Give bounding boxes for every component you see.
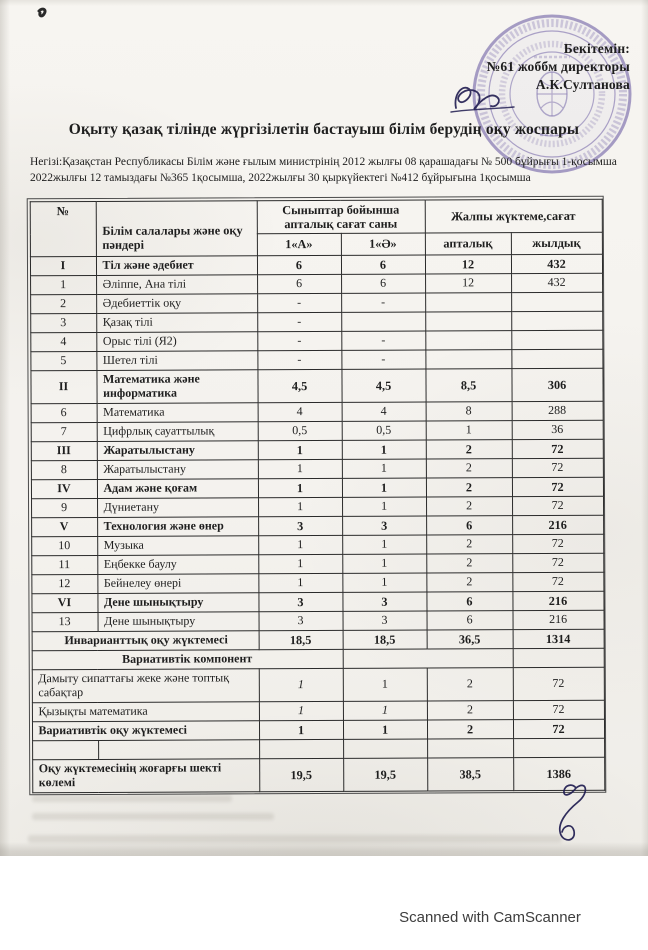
table-cell: 2 [426, 477, 512, 497]
table-cell: - [257, 293, 341, 312]
table-row [30, 311, 602, 332]
header-class-a: 1«А» [257, 233, 341, 255]
table-row [31, 439, 603, 461]
table-cell: 72 [512, 534, 603, 553]
table-cell: 72 [512, 496, 603, 515]
table-cell [343, 739, 427, 758]
table-cell [343, 649, 513, 669]
table-cell: 1 [426, 420, 512, 439]
table-cell: 10 [31, 536, 97, 555]
table-cell: 2 [426, 573, 512, 592]
table-cell: 72 [513, 667, 604, 700]
table-cell [511, 349, 602, 368]
table-cell: 2 [426, 535, 512, 554]
table-cell: 2 [426, 554, 512, 573]
table-cell: 3 [259, 611, 343, 630]
table-cell: 11 [31, 555, 97, 574]
bleedthrough-text-line [32, 795, 232, 802]
table-cell: - [257, 312, 341, 331]
table-cell: 1 [258, 440, 342, 460]
curriculum-table-wrap [27, 196, 607, 796]
table-cell [427, 739, 513, 758]
table-cell [259, 739, 343, 758]
table-cell: 1 [343, 720, 427, 740]
table-cell: VI [31, 593, 97, 612]
table-cell: 1 [259, 701, 343, 720]
table-cell: 1 [259, 669, 343, 702]
table-cell: Инварианттық оқу жүктемесі [32, 631, 259, 651]
table-cell: 72 [513, 719, 604, 739]
table-cell: Әдебиеттік оқу [96, 294, 257, 314]
table-cell: 0,5 [258, 421, 342, 440]
table-cell [511, 330, 602, 349]
table-cell: - [257, 350, 341, 369]
ink-mark [34, 5, 52, 25]
table-cell: 4 [258, 402, 342, 421]
table-row [30, 273, 602, 294]
table-row [31, 572, 603, 593]
table-cell [341, 312, 425, 331]
table-cell: 2 [426, 458, 512, 477]
table-cell [32, 740, 98, 759]
table-cell: Дүниетану [97, 498, 258, 518]
page-edge-shade-top [0, 0, 648, 6]
table-cell: - [257, 331, 341, 350]
table-cell: 2 [30, 294, 96, 313]
table-cell: 6 [426, 515, 512, 535]
camscanner-footer [0, 856, 648, 950]
header-weekly: апталық [425, 232, 511, 254]
table-cell [513, 738, 604, 757]
table-cell: 3 [258, 516, 342, 536]
table-cell: Вариативтік оқу жүктемесі [32, 721, 259, 741]
table-cell: 4 [342, 402, 426, 421]
table-row [32, 667, 604, 702]
table-cell: 72 [512, 439, 603, 459]
table-cell: 4,5 [341, 369, 425, 402]
table-row [32, 700, 604, 721]
table-row [31, 458, 603, 479]
table-cell: 36 [512, 420, 603, 439]
table-cell: 3 [30, 313, 96, 332]
table-cell: Дене шынықтыру [98, 612, 259, 632]
table-cell [511, 311, 602, 330]
table-cell: 13 [32, 613, 98, 632]
table-cell: 288 [512, 401, 603, 420]
table-cell [425, 331, 511, 350]
header-total-group: Жалпы жүктеме,сағат [425, 199, 602, 233]
table-cell: 4 [30, 332, 96, 351]
table-cell: IV [31, 479, 97, 498]
table-row [31, 401, 603, 422]
table-cell: Орыс тілі (Я2) [96, 332, 257, 352]
approval-line-1: Бекітемін: [563, 41, 630, 56]
table-cell: Вариативтік компонент [32, 650, 343, 670]
table-cell: 3 [343, 611, 427, 630]
table-cell: I [30, 256, 96, 275]
table-cell: 1386 [513, 757, 604, 790]
table-cell: Дене шынықтыру [97, 593, 258, 613]
table-cell: Музыка [97, 536, 258, 556]
table-cell: 2 [427, 700, 513, 719]
table-cell: 8 [426, 401, 512, 420]
table-cell: 1 [342, 478, 426, 498]
table-cell: 72 [512, 553, 603, 572]
table-row [30, 292, 602, 313]
table-cell [425, 312, 511, 331]
table-cell: 216 [513, 610, 604, 629]
table-cell: 12 [425, 274, 511, 293]
table-cell: Шетел тілі [96, 351, 257, 371]
header-subject: Білім салалары және оқу пәндері [96, 200, 257, 256]
curriculum-table-body [30, 254, 604, 792]
table-cell: 216 [512, 591, 603, 611]
table-row [32, 648, 604, 669]
approval-line-2: №61 жоббм директоры [486, 59, 630, 74]
table-row [30, 368, 602, 403]
table-cell: 72 [512, 572, 603, 591]
table-cell: V [31, 517, 97, 536]
table-cell: 8 [31, 460, 97, 479]
table-cell: 1 [343, 701, 427, 720]
table-cell: 1 [258, 573, 342, 592]
camscanner-caption: Scanned with CamScanner [399, 909, 581, 926]
table-cell [425, 350, 511, 369]
table-row [30, 349, 602, 370]
table-cell: 18,5 [343, 630, 427, 650]
table-row [32, 719, 604, 741]
table-cell: - [341, 293, 425, 312]
table-cell: 1 [258, 459, 342, 478]
table-cell: 2 [426, 439, 512, 459]
table-cell: 1 [342, 459, 426, 478]
table-cell: 72 [512, 458, 603, 477]
table-cell: 12 [425, 254, 511, 274]
handwritten-signature-bottom [534, 780, 600, 856]
curriculum-table [29, 198, 605, 793]
table-cell: II [30, 370, 96, 403]
basis-note [30, 155, 636, 186]
table-cell: Технология және өнер [97, 517, 258, 537]
document-title: Оқыту қазақ тілінде жүргізілетін бастауыш білім берудің оқу жоспары [68, 121, 580, 138]
table-cell: 6 [257, 274, 341, 293]
header-yearly: жылдық [511, 232, 602, 254]
table-cell [98, 740, 259, 760]
table-cell: 6 [341, 274, 425, 293]
table-cell: 432 [511, 254, 602, 274]
bleedthrough-text-line [32, 813, 274, 820]
table-cell: 18,5 [259, 630, 343, 650]
table-cell: 3 [258, 592, 342, 612]
table-cell: Оқу жүктемесінің жоғарғы шекті көлемі [32, 759, 259, 793]
table-cell: 1 [258, 497, 342, 516]
table-cell: 12 [31, 574, 97, 593]
approval-signatory-name: А.К.Султанова [535, 77, 630, 92]
table-cell: 1 [30, 275, 96, 294]
table-row [31, 591, 603, 613]
table-cell: 5 [30, 351, 96, 370]
table-cell: 306 [511, 368, 602, 401]
basis-line-1: Негізі:Қазақстан Республикасы Білім және ғылым министрінің 2012 жылғы 08 қарашадағы № 500 бұйрығы 1-қосымша [30, 156, 617, 168]
table-cell: 9 [31, 498, 97, 517]
table-cell: 6 [427, 611, 513, 630]
table-row [31, 420, 603, 441]
table-cell: 8,5 [425, 369, 511, 402]
table-header [30, 199, 602, 257]
table-row [31, 477, 603, 499]
table-cell: Тіл және әдебиет [96, 256, 257, 276]
spacer-row [32, 738, 604, 759]
table-cell: 3 [342, 592, 426, 612]
table-row [31, 534, 603, 555]
table-cell: Математика [97, 402, 258, 422]
table-row [30, 254, 602, 276]
table-cell: Цифрлық сауаттылық [97, 421, 258, 441]
table-cell: 216 [512, 515, 603, 535]
table-cell: 72 [512, 477, 603, 497]
table-cell: 1 [258, 535, 342, 554]
table-cell: Дамыту сипаттағы жеке және топтық сабақтар [32, 669, 259, 703]
table-cell: - [341, 350, 425, 369]
header-no: № [30, 201, 96, 257]
table-cell: 38,5 [427, 758, 513, 791]
header-class-ae: 1«Ә» [341, 233, 425, 255]
table-cell [513, 648, 604, 667]
table-cell: 1 [259, 720, 343, 740]
header-row-groups [30, 199, 602, 235]
table-cell: Еңбекке баулу [97, 555, 258, 575]
table-row [31, 515, 603, 537]
table-cell: 2 [427, 719, 513, 739]
header-classes-group: Сыныптар бойынша апталық сағат саны [257, 200, 425, 234]
table-cell: 1 [258, 478, 342, 498]
table-cell: 6 [426, 592, 512, 612]
table-cell: 6 [31, 403, 97, 422]
table-row [32, 629, 604, 651]
table-cell: 19,5 [343, 758, 427, 791]
table-row [32, 610, 604, 631]
table-cell: Жаратылыстану [97, 440, 258, 460]
table-row [31, 496, 603, 517]
table-cell: Математика және информатика [96, 370, 257, 403]
table-cell: 1 [343, 668, 427, 701]
table-cell: 6 [341, 255, 425, 275]
table-cell: 1 [258, 554, 342, 573]
basis-line-2: 2022жылғы 12 тамыздағы №365 1қосымша, 2022жылғы 30 қыркүйектегі №412 бұйрығына 1қосымша [30, 171, 531, 184]
table-cell: Әліппе, Ана тілі [96, 275, 257, 295]
table-cell: 1314 [513, 629, 604, 649]
table-cell: 72 [513, 700, 604, 719]
table-cell: - [341, 331, 425, 350]
table-cell: 1 [342, 535, 426, 554]
table-cell: 19,5 [259, 758, 343, 791]
table-cell: 1 [342, 497, 426, 516]
table-cell: 1 [342, 440, 426, 460]
table-cell: 6 [257, 255, 341, 275]
table-cell [511, 292, 602, 311]
table-cell: 432 [511, 273, 602, 292]
table-cell: Қазақ тілі [96, 313, 257, 333]
table-cell: 2 [427, 668, 513, 701]
table-row [32, 757, 604, 792]
table-row [30, 330, 602, 351]
table-cell: Қызықты математика [32, 702, 259, 722]
table-cell: 0,5 [342, 421, 426, 440]
table-cell: 3 [342, 516, 426, 536]
table-cell: Адам және қоғам [97, 478, 258, 498]
table-cell: 1 [342, 573, 426, 592]
table-cell: 7 [31, 422, 97, 441]
table-cell: III [31, 441, 97, 460]
table-cell: 36,5 [427, 630, 513, 650]
table-cell: 2 [426, 496, 512, 515]
table-row [31, 553, 603, 574]
director-signature [448, 80, 526, 120]
table-cell: Бейнелеу өнері [97, 574, 258, 594]
table-cell [425, 293, 511, 312]
table-cell: 4,5 [257, 369, 341, 402]
table-cell: 1 [342, 554, 426, 573]
table-cell: Жаратылыстану [97, 459, 258, 479]
